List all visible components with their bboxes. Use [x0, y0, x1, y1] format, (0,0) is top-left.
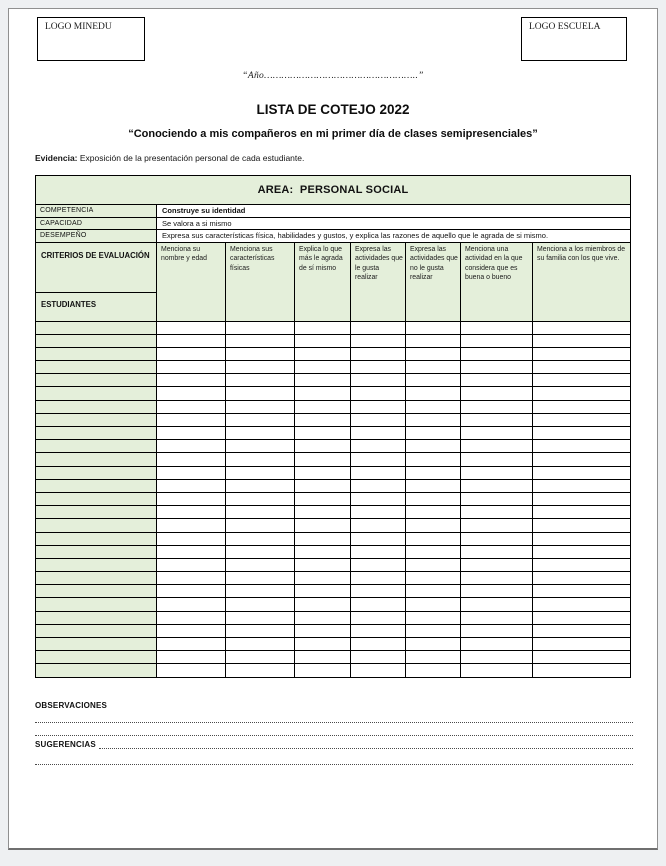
criteria-check-cell[interactable] [226, 624, 295, 637]
criteria-check-cell[interactable] [226, 427, 295, 440]
student-row [36, 492, 631, 505]
criteria-check-cell[interactable] [406, 334, 461, 347]
criteria-check-cell[interactable] [406, 638, 461, 651]
criteria-check-cell[interactable] [351, 427, 406, 440]
criteria-check-cell[interactable] [406, 321, 461, 334]
criteria-check-cell[interactable] [461, 321, 533, 334]
criteria-check-cell[interactable] [351, 466, 406, 479]
criteria-check-cell[interactable] [295, 427, 351, 440]
criteria-check-cell[interactable] [351, 387, 406, 400]
criteria-header-5: Expresa las actividades que no le gusta realizar [406, 242, 461, 321]
criteria-check-cell[interactable] [533, 334, 631, 347]
criteria-check-cell[interactable] [226, 413, 295, 426]
student-name-cell[interactable] [36, 572, 157, 585]
criteria-check-cell[interactable] [295, 611, 351, 624]
criteria-check-cell[interactable] [533, 651, 631, 664]
criteria-check-cell[interactable] [406, 572, 461, 585]
criteria-check-cell[interactable] [295, 453, 351, 466]
criteria-check-cell[interactable] [351, 492, 406, 505]
criteria-check-cell[interactable] [533, 427, 631, 440]
student-row [36, 598, 631, 611]
student-row [36, 572, 631, 585]
criteria-header-7: Menciona a los miembros de su familia con los que vive. [533, 242, 631, 321]
criteria-check-cell[interactable] [406, 374, 461, 387]
evidence-line [35, 153, 631, 163]
checklist-table [35, 175, 631, 678]
logo-escuela-box [521, 17, 627, 61]
criteria-check-cell[interactable] [295, 558, 351, 571]
student-name-cell[interactable] [36, 585, 157, 598]
criteria-check-cell[interactable] [461, 361, 533, 374]
criteria-check-cell[interactable] [351, 532, 406, 545]
criteria-check-cell[interactable] [351, 361, 406, 374]
criteria-check-cell[interactable] [295, 400, 351, 413]
criteria-check-cell[interactable] [461, 598, 533, 611]
logo-minedu-box [37, 17, 145, 61]
student-row [36, 558, 631, 571]
criteria-check-cell[interactable] [533, 638, 631, 651]
student-name-cell[interactable] [36, 492, 157, 505]
criteria-check-cell[interactable] [226, 611, 295, 624]
criteria-check-cell[interactable] [295, 413, 351, 426]
student-row [36, 361, 631, 374]
student-row [36, 321, 631, 334]
criteria-check-cell[interactable] [157, 400, 226, 413]
observations-fill-in-line[interactable] [35, 723, 633, 736]
student-row [36, 387, 631, 400]
criteria-check-cell[interactable] [406, 479, 461, 492]
criteria-check-cell[interactable] [406, 453, 461, 466]
criteria-check-cell[interactable] [461, 440, 533, 453]
criteria-check-cell[interactable] [157, 545, 226, 558]
criteria-check-cell[interactable] [351, 413, 406, 426]
criteria-check-cell[interactable] [461, 585, 533, 598]
criteria-check-cell[interactable] [351, 624, 406, 637]
criteria-check-cell[interactable] [461, 413, 533, 426]
competencia-label: COMPETENCIA [36, 205, 157, 218]
criteria-check-cell[interactable] [226, 400, 295, 413]
criteria-check-cell[interactable] [157, 572, 226, 585]
criteria-check-cell[interactable] [351, 545, 406, 558]
criteria-check-cell[interactable] [226, 506, 295, 519]
student-name-cell[interactable] [36, 519, 157, 532]
criteria-check-cell[interactable] [461, 506, 533, 519]
criteria-check-cell[interactable] [226, 347, 295, 360]
criteria-check-cell[interactable] [295, 321, 351, 334]
criteria-check-cell[interactable] [406, 400, 461, 413]
student-name-cell[interactable] [36, 611, 157, 624]
criteria-check-cell[interactable] [406, 440, 461, 453]
criteria-check-cell[interactable] [351, 479, 406, 492]
criteria-check-cell[interactable] [533, 598, 631, 611]
student-row [36, 506, 631, 519]
criteria-check-cell[interactable] [157, 638, 226, 651]
criteria-check-cell[interactable] [406, 664, 461, 677]
criteria-students-cell [36, 242, 157, 321]
student-name-cell[interactable] [36, 400, 157, 413]
criteria-check-cell[interactable] [157, 453, 226, 466]
student-row [36, 532, 631, 545]
criteria-check-cell[interactable] [461, 427, 533, 440]
criteria-check-cell[interactable] [295, 347, 351, 360]
capacidad-label: CAPACIDAD [36, 217, 157, 230]
suggestions-fill-in-line[interactable] [99, 739, 633, 749]
criteria-check-cell[interactable] [157, 427, 226, 440]
criteria-check-cell[interactable] [461, 545, 533, 558]
logo-escuela-label: LOGO ESCUELA [529, 22, 601, 32]
criteria-check-cell[interactable] [351, 585, 406, 598]
criteria-check-cell[interactable] [461, 492, 533, 505]
criteria-check-cell[interactable] [461, 453, 533, 466]
criteria-check-cell[interactable] [351, 400, 406, 413]
criteria-check-cell[interactable] [351, 506, 406, 519]
criteria-check-cell[interactable] [533, 361, 631, 374]
criteria-check-cell[interactable] [533, 611, 631, 624]
criteria-check-cell[interactable] [157, 374, 226, 387]
student-name-cell[interactable] [36, 598, 157, 611]
capacidad-value: Se valora a si mismo [157, 217, 631, 230]
page-title: LISTA DE COTEJO 2022 [256, 102, 410, 117]
desempeno-row [36, 230, 631, 243]
student-name-cell[interactable] [36, 532, 157, 545]
criteria-header-3: Explica lo que más le agrada de sí mismo [295, 242, 351, 321]
criteria-check-cell[interactable] [406, 413, 461, 426]
criteria-check-cell[interactable] [533, 479, 631, 492]
criteria-check-cell[interactable] [406, 361, 461, 374]
student-name-cell[interactable] [36, 664, 157, 677]
criteria-check-cell[interactable] [295, 506, 351, 519]
criteria-check-cell[interactable] [157, 440, 226, 453]
criteria-check-cell[interactable] [351, 598, 406, 611]
students-label: ESTUDIANTES [41, 299, 97, 309]
criteria-check-cell[interactable] [406, 624, 461, 637]
criteria-check-cell[interactable] [157, 479, 226, 492]
criteria-check-cell[interactable] [461, 558, 533, 571]
criteria-check-cell[interactable] [406, 347, 461, 360]
criteria-check-cell[interactable] [157, 413, 226, 426]
area-header-row [36, 176, 631, 205]
criteria-check-cell[interactable] [533, 387, 631, 400]
criteria-check-cell[interactable] [157, 361, 226, 374]
student-row [36, 664, 631, 677]
student-row [36, 374, 631, 387]
criteria-check-cell[interactable] [226, 519, 295, 532]
criteria-check-cell[interactable] [351, 519, 406, 532]
criteria-check-cell[interactable] [351, 347, 406, 360]
student-name-cell[interactable] [36, 440, 157, 453]
criteria-check-cell[interactable] [157, 466, 226, 479]
criteria-check-cell[interactable] [295, 492, 351, 505]
student-row [36, 651, 631, 664]
desempeno-value: Expresa sus características física, habilidades y gustos, y explica las razones de aquello que le agrada de si mismo. [157, 230, 631, 243]
criteria-check-cell[interactable] [461, 479, 533, 492]
criteria-check-cell[interactable] [351, 664, 406, 677]
criteria-check-cell[interactable] [351, 334, 406, 347]
criteria-check-cell[interactable] [295, 651, 351, 664]
criteria-header-4: Expresa las actividades que le gusta realizar [351, 242, 406, 321]
criteria-check-cell[interactable] [533, 532, 631, 545]
criteria-check-cell[interactable] [461, 519, 533, 532]
criteria-check-cell[interactable] [157, 651, 226, 664]
criteria-check-cell[interactable] [295, 598, 351, 611]
criteria-check-cell[interactable] [157, 506, 226, 519]
competencia-value: Construye su identidad [157, 205, 631, 218]
area-title: AREA: PERSONAL SOCIAL [36, 176, 631, 205]
document-page [8, 8, 658, 850]
criteria-check-cell[interactable] [157, 321, 226, 334]
criteria-check-cell[interactable] [461, 400, 533, 413]
criteria-check-cell[interactable] [406, 427, 461, 440]
criteria-check-cell[interactable] [406, 558, 461, 571]
criteria-check-cell[interactable] [295, 479, 351, 492]
student-name-cell[interactable] [36, 506, 157, 519]
student-name-cell[interactable] [36, 374, 157, 387]
criteria-check-cell[interactable] [226, 664, 295, 677]
criteria-check-cell[interactable] [226, 558, 295, 571]
criteria-check-cell[interactable] [226, 387, 295, 400]
criteria-check-cell[interactable] [533, 413, 631, 426]
criteria-check-cell[interactable] [351, 321, 406, 334]
criteria-check-cell[interactable] [461, 532, 533, 545]
student-name-cell[interactable] [36, 387, 157, 400]
criteria-check-cell[interactable] [157, 558, 226, 571]
competencia-row [36, 205, 631, 218]
capacidad-row [36, 217, 631, 230]
criteria-check-cell[interactable] [461, 374, 533, 387]
criteria-evaluation-label: CRITERIOS DE EVALUACIÓN [36, 243, 156, 293]
criteria-check-cell[interactable] [226, 334, 295, 347]
criteria-check-cell[interactable] [351, 374, 406, 387]
criteria-check-cell[interactable] [351, 440, 406, 453]
criteria-check-cell[interactable] [226, 651, 295, 664]
criteria-check-cell[interactable] [295, 519, 351, 532]
criteria-check-cell[interactable] [226, 572, 295, 585]
criteria-check-cell[interactable] [533, 374, 631, 387]
criteria-check-cell[interactable] [406, 545, 461, 558]
criteria-check-cell[interactable] [533, 519, 631, 532]
page-subtitle: “Conociendo a mis compañeros en mi primer día de clases semipresenciales” [128, 128, 538, 140]
student-row [36, 611, 631, 624]
criteria-check-cell[interactable] [157, 611, 226, 624]
criteria-check-cell[interactable] [226, 598, 295, 611]
criteria-check-cell[interactable] [406, 506, 461, 519]
criteria-check-cell[interactable] [295, 387, 351, 400]
student-name-cell[interactable] [36, 466, 157, 479]
criteria-check-cell[interactable] [533, 585, 631, 598]
criteria-check-cell[interactable] [406, 387, 461, 400]
criteria-check-cell[interactable] [226, 545, 295, 558]
student-name-cell[interactable] [36, 321, 157, 334]
criteria-check-cell[interactable] [295, 466, 351, 479]
student-row [36, 585, 631, 598]
student-row [36, 440, 631, 453]
criteria-header-2: Menciona sus características físicas [226, 242, 295, 321]
student-name-cell[interactable] [36, 638, 157, 651]
criteria-check-cell[interactable] [533, 400, 631, 413]
student-name-cell[interactable] [36, 545, 157, 558]
criteria-check-cell[interactable] [295, 638, 351, 651]
student-row [36, 479, 631, 492]
criteria-check-cell[interactable] [533, 664, 631, 677]
criteria-check-cell[interactable] [351, 651, 406, 664]
criteria-check-cell[interactable] [533, 453, 631, 466]
criteria-check-cell[interactable] [226, 492, 295, 505]
criteria-check-cell[interactable] [461, 334, 533, 347]
student-row [36, 413, 631, 426]
logo-minedu-label: LOGO MINEDU [45, 22, 112, 32]
criteria-check-cell[interactable] [406, 532, 461, 545]
student-row [36, 638, 631, 651]
desempeno-label: DESEMPEÑO [36, 230, 157, 243]
criteria-check-cell[interactable] [461, 664, 533, 677]
criteria-check-cell[interactable] [351, 611, 406, 624]
criteria-check-cell[interactable] [533, 624, 631, 637]
observations-label: OBSERVACIONES [35, 700, 108, 710]
criteria-check-cell[interactable] [157, 598, 226, 611]
criteria-check-cell[interactable] [533, 545, 631, 558]
criteria-check-cell[interactable] [461, 611, 533, 624]
criteria-check-cell[interactable] [461, 638, 533, 651]
criteria-check-cell[interactable] [226, 321, 295, 334]
criteria-check-cell[interactable] [351, 638, 406, 651]
criteria-check-cell[interactable] [157, 347, 226, 360]
year-fill-in-line[interactable]: “Año……………………………………………..” [242, 71, 424, 81]
criteria-check-cell[interactable] [226, 374, 295, 387]
student-row [36, 427, 631, 440]
student-name-cell[interactable] [36, 558, 157, 571]
student-name-cell[interactable] [36, 624, 157, 637]
criteria-check-cell[interactable] [226, 532, 295, 545]
criteria-check-cell[interactable] [157, 585, 226, 598]
criteria-check-cell[interactable] [157, 492, 226, 505]
criteria-check-cell[interactable] [157, 664, 226, 677]
student-name-cell[interactable] [36, 361, 157, 374]
criteria-check-cell[interactable] [533, 492, 631, 505]
student-row [36, 453, 631, 466]
criteria-check-cell[interactable] [461, 624, 533, 637]
criteria-check-cell[interactable] [533, 572, 631, 585]
suggestions-fill-in-line[interactable] [35, 749, 633, 765]
student-name-cell[interactable] [36, 413, 157, 426]
criteria-check-cell[interactable] [461, 572, 533, 585]
criteria-check-cell[interactable] [406, 585, 461, 598]
student-row [36, 334, 631, 347]
criteria-check-cell[interactable] [533, 558, 631, 571]
criteria-check-cell[interactable] [295, 374, 351, 387]
criteria-check-cell[interactable] [295, 572, 351, 585]
criteria-check-cell[interactable] [406, 519, 461, 532]
criteria-check-cell[interactable] [295, 361, 351, 374]
evidence-label: Evidencia: [35, 153, 78, 163]
criteria-check-cell[interactable] [157, 624, 226, 637]
criteria-header-6: Menciona una actividad en la que considera que es buena o bueno [461, 242, 533, 321]
student-name-cell[interactable] [36, 651, 157, 664]
criteria-check-cell[interactable] [406, 611, 461, 624]
criteria-header-1: Menciona su nombre y edad [157, 242, 226, 321]
student-name-cell[interactable] [36, 427, 157, 440]
criteria-check-cell[interactable] [157, 519, 226, 532]
criteria-check-cell[interactable] [295, 334, 351, 347]
criteria-check-cell[interactable] [226, 638, 295, 651]
criteria-check-cell[interactable] [533, 440, 631, 453]
criteria-check-cell[interactable] [226, 479, 295, 492]
criteria-check-cell[interactable] [295, 545, 351, 558]
criteria-check-cell[interactable] [157, 532, 226, 545]
criteria-check-cell[interactable] [295, 585, 351, 598]
student-name-cell[interactable] [36, 334, 157, 347]
student-row [36, 400, 631, 413]
student-name-cell[interactable] [36, 347, 157, 360]
criteria-header-row [36, 242, 631, 321]
criteria-check-cell[interactable] [406, 651, 461, 664]
criteria-check-cell[interactable] [406, 598, 461, 611]
criteria-check-cell[interactable] [226, 466, 295, 479]
criteria-check-cell[interactable] [533, 466, 631, 479]
criteria-check-cell[interactable] [406, 492, 461, 505]
criteria-check-cell[interactable] [226, 585, 295, 598]
criteria-check-cell[interactable] [351, 453, 406, 466]
criteria-check-cell[interactable] [461, 347, 533, 360]
observations-fill-in-line[interactable] [35, 710, 633, 723]
logo-row [9, 9, 657, 61]
student-row [36, 545, 631, 558]
evidence-text: Exposición de la presentación personal de cada estudiante. [77, 153, 305, 163]
criteria-check-cell[interactable] [295, 532, 351, 545]
student-row [36, 347, 631, 360]
criteria-check-cell[interactable] [406, 466, 461, 479]
criteria-check-cell[interactable] [533, 506, 631, 519]
suggestions-label: SUGERENCIAS [35, 739, 96, 749]
criteria-check-cell[interactable] [295, 624, 351, 637]
criteria-check-cell[interactable] [351, 572, 406, 585]
criteria-check-cell[interactable] [295, 664, 351, 677]
criteria-check-cell[interactable] [461, 466, 533, 479]
criteria-check-cell[interactable] [533, 321, 631, 334]
student-row [36, 519, 631, 532]
criteria-check-cell[interactable] [295, 440, 351, 453]
suggestions-row [35, 739, 633, 749]
criteria-check-cell[interactable] [157, 387, 226, 400]
student-row [36, 624, 631, 637]
criteria-check-cell[interactable] [461, 651, 533, 664]
criteria-check-cell[interactable] [461, 387, 533, 400]
criteria-check-cell[interactable] [351, 558, 406, 571]
criteria-check-cell[interactable] [226, 440, 295, 453]
criteria-check-cell[interactable] [226, 453, 295, 466]
student-name-cell[interactable] [36, 479, 157, 492]
criteria-check-cell[interactable] [226, 361, 295, 374]
criteria-check-cell[interactable] [533, 347, 631, 360]
student-name-cell[interactable] [36, 453, 157, 466]
criteria-check-cell[interactable] [157, 334, 226, 347]
student-row [36, 466, 631, 479]
